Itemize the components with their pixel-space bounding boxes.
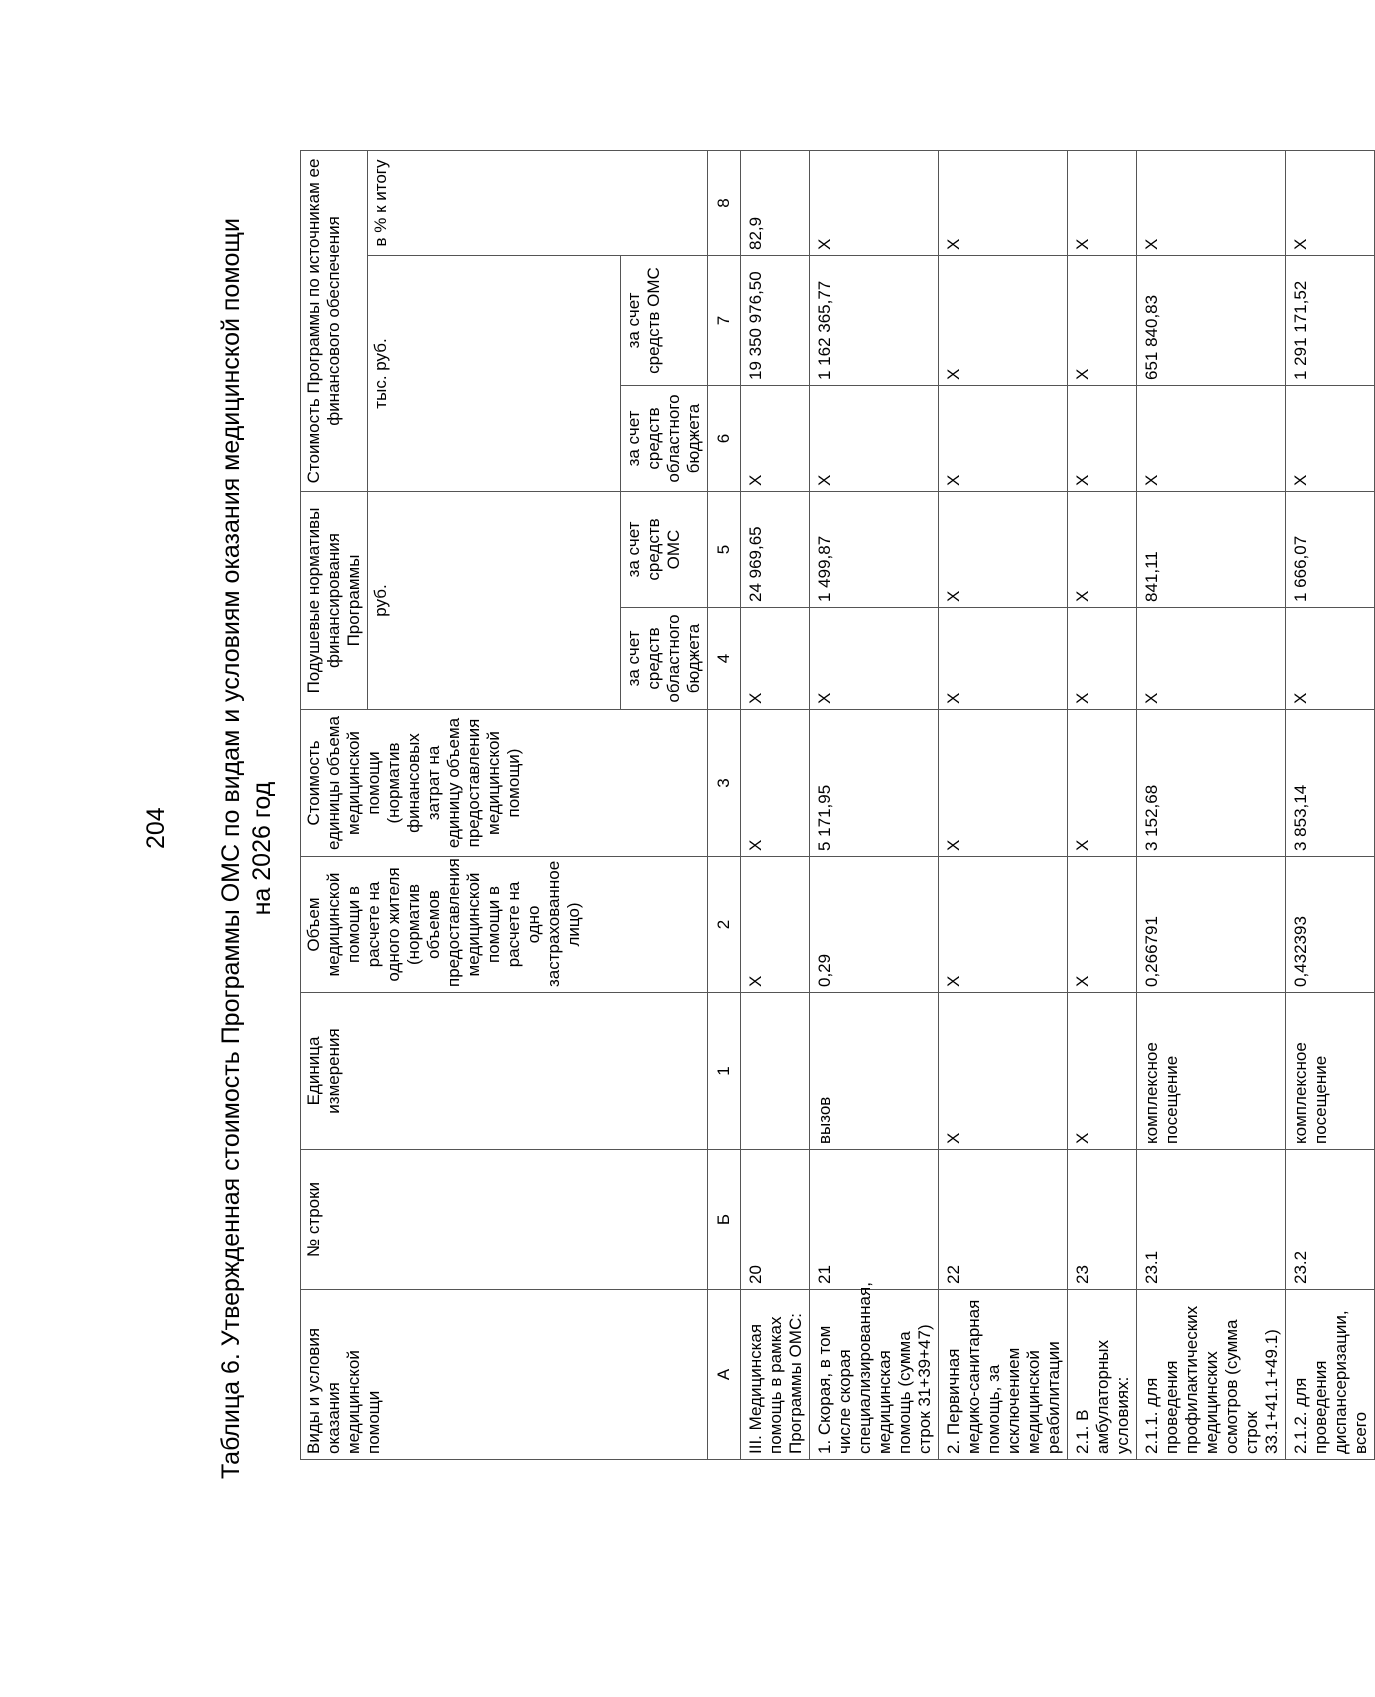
table-cell: Х: [939, 608, 1068, 710]
header-group-cost: Стоимость Программы по источникам ее финансового обеспечения: [301, 150, 368, 491]
table-cell: Х: [741, 608, 810, 710]
table-cell: Х: [939, 993, 1068, 1150]
table-cell: Х: [1068, 993, 1137, 1150]
table-row: [810, 150, 939, 1459]
column-index: 4: [708, 608, 741, 710]
column-index-row: [708, 150, 741, 1459]
table-cell: Х: [810, 386, 939, 492]
table-cell: Х: [939, 256, 1068, 386]
table-cell: 20: [741, 1150, 810, 1290]
table-row: [1068, 150, 1137, 1459]
header-unit-rub: руб.: [368, 492, 621, 710]
table-cell: 23.2: [1286, 1150, 1375, 1290]
column-index: 3: [708, 710, 741, 857]
table-cell: Х: [939, 710, 1068, 857]
table-cell: Х: [810, 608, 939, 710]
table-cell: Х: [1137, 386, 1286, 492]
table-cell: 2.1.2. для проведения диспансеризации, всего: [1286, 1290, 1375, 1460]
table-row: [1137, 150, 1286, 1459]
table-title-year: на 2026 год: [248, 781, 276, 916]
column-index: 7: [708, 256, 741, 386]
table-cell: 82,9: [741, 150, 810, 255]
table-cell: Х: [741, 386, 810, 492]
header-col-b: № строки: [301, 1150, 708, 1290]
header-col-5: за счет средств ОМС: [621, 492, 708, 608]
header-unit-thousand-rub: тыс. руб.: [368, 256, 621, 492]
table-cell: 0,432393: [1286, 857, 1375, 993]
table-cell: 21: [810, 1150, 939, 1290]
column-index: А: [708, 1290, 741, 1460]
column-index: 1: [708, 993, 741, 1150]
table-cell: 2.1. В амбулаторных условиях:: [1068, 1290, 1137, 1460]
table-cell: 5 171,95: [810, 710, 939, 857]
table-cell: комплексное посещение: [1137, 993, 1286, 1150]
table-cell: 2.1.1. для проведения профилактических медицинских осмотров (сумма строк 33.1+41.1+49.1): [1137, 1290, 1286, 1460]
table-cell: Х: [1286, 608, 1375, 710]
table-cell: Х: [939, 857, 1068, 993]
header-col-1: Единица измерения: [301, 993, 708, 1150]
table-cell: Х: [939, 150, 1068, 255]
table-cell: III. Медицинская помощь в рамках Программы ОМС:: [741, 1290, 810, 1460]
page-number: 204: [142, 807, 170, 849]
table-cell: Х: [1137, 608, 1286, 710]
column-index: Б: [708, 1150, 741, 1290]
column-index: 6: [708, 386, 741, 492]
header-col-8: в % к итогу: [368, 150, 708, 255]
table-cell: Х: [810, 150, 939, 255]
table-cell: Х: [1068, 710, 1137, 857]
table-cell: 23.1: [1137, 1150, 1286, 1290]
table-cell: 841,11: [1137, 492, 1286, 608]
table-cell: Х: [939, 492, 1068, 608]
table-cell: 24 969,65: [741, 492, 810, 608]
header-col-6: за счет средств областного бюджета: [621, 386, 708, 492]
header-col-4: за счет средств областного бюджета: [621, 608, 708, 710]
table-cell: Х: [1068, 492, 1137, 608]
table-cell: 1 499,87: [810, 492, 939, 608]
table-cell: Х: [1068, 256, 1137, 386]
table-cell: 1. Скорая, в том числе скорая специализированная, медицинская помощь (сумма строк 31+39+47): [810, 1290, 939, 1460]
column-index: 8: [708, 150, 741, 255]
table-cell: 23: [1068, 1150, 1137, 1290]
table-cell: Х: [1137, 150, 1286, 255]
table-cell: 1 291 171,52: [1286, 256, 1375, 386]
table-cell: 1 666,07: [1286, 492, 1375, 608]
table-cell: комплексное посещение: [1286, 993, 1375, 1150]
table-cell: Х: [1068, 386, 1137, 492]
table-cell: Х: [1068, 857, 1137, 993]
header-col-7: за счет средств ОМС: [621, 256, 708, 386]
table-cell: Х: [741, 857, 810, 993]
table-cell: Х: [1068, 608, 1137, 710]
table-cell: 0,266791: [1137, 857, 1286, 993]
table-cell: Х: [1286, 386, 1375, 492]
program-cost-table: [300, 150, 1375, 1460]
table-cell: Х: [741, 710, 810, 857]
table-row: [939, 150, 1068, 1459]
table-cell: Х: [939, 386, 1068, 492]
table-cell: вызов: [810, 993, 939, 1150]
table-row: [1286, 150, 1375, 1459]
table-cell: 22: [939, 1150, 1068, 1290]
table-cell: 1 162 365,77: [810, 256, 939, 386]
header-col-3: Стоимость единицы объема медицинской помощи (норматив финансовых затрат на единицу объема предоставления медицинской помощи): [301, 710, 708, 857]
header-col-a: Виды и условия оказания медицинской помощи: [301, 1290, 708, 1460]
table-cell: [741, 993, 810, 1150]
header-group-per-capita: Подушевые нормативы финансирования Программы: [301, 492, 368, 710]
table-cell: 3 853,14: [1286, 710, 1375, 857]
column-index: 2: [708, 857, 741, 993]
table-title: Таблица 6. Утвержденная стоимость Программы ОМС по видам и условиям оказания медицинской помощи: [217, 218, 245, 1479]
table-cell: 2. Первичная медико-санитарная помощь, за исключением медицинской реабилитации: [939, 1290, 1068, 1460]
table-row: [741, 150, 810, 1459]
column-index: 5: [708, 492, 741, 608]
table-cell: 3 152,68: [1137, 710, 1286, 857]
table-cell: 19 350 976,50: [741, 256, 810, 386]
table-cell: Х: [1286, 150, 1375, 255]
header-col-2: Объем медицинской помощи в расчете на одного жителя (норматив объемов предоставления медицинской помощи в расчете на одно застрахованное лицо): [301, 857, 708, 993]
table-cell: 651 840,83: [1137, 256, 1286, 386]
table-cell: 0,29: [810, 857, 939, 993]
header-row-1: [301, 150, 368, 1459]
table-cell: Х: [1068, 150, 1137, 255]
